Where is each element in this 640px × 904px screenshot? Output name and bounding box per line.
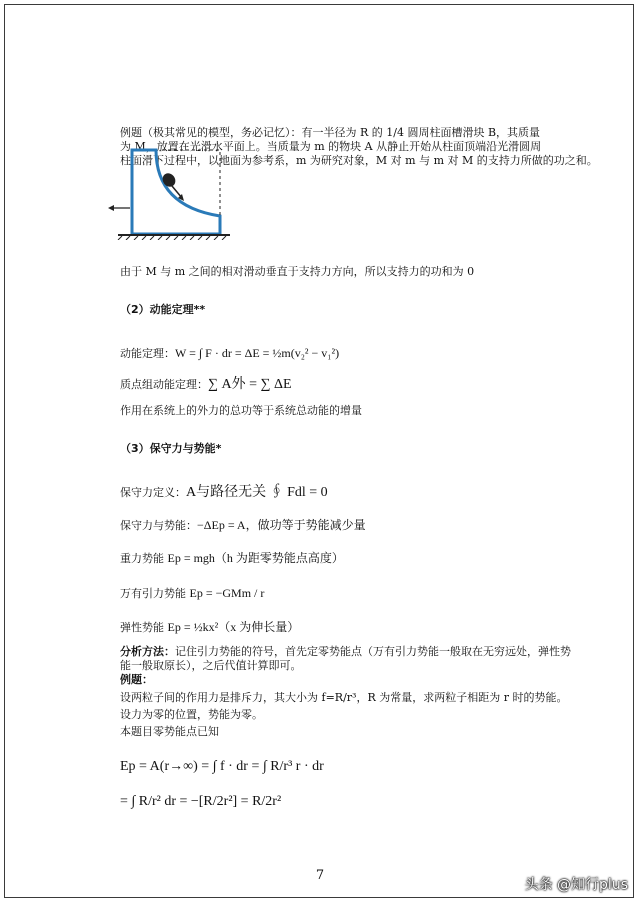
support-force-note: 由于 M 与 m 之间的相对滑动垂直于支持力方向，所以支持力的功和为 0: [120, 265, 475, 278]
example-2-line-3: 本题目零势能点已知: [120, 725, 219, 738]
system-theorem-description: 作用在系统上的外力的总功等于系统总动能的增量: [120, 404, 362, 417]
analysis-method-line-1: 分析方法：记住引力势能的符号，首先定零势能点（万有引力势能一般取在无穷远处，弹性势: [120, 645, 571, 658]
source-watermark: 头条 @知行plus: [524, 877, 628, 893]
section-3-heading: （3）保守力与势能*: [120, 442, 222, 455]
example-2-line-1: 设两粒子间的作用力是排斥力，其大小为 f=R/r³，R 为常量，求两粒子相距为 r 时的势能。: [120, 691, 568, 704]
potential-calculation-2: = ∫ R/r² dr = −[R/2r²] = R/2r²: [120, 794, 282, 809]
analysis-method-line-2: 能一般取原长），之后代值计算即可。: [120, 659, 302, 672]
example-2-line-2: 设力为零的位置，势能为零。: [120, 708, 263, 721]
gravitational-potential: 重力势能 Ep = mgh（h 为距零势能点高度）: [120, 551, 344, 565]
system-work-energy-theorem: 质点组动能定理：∑ A外 = ∑ ΔE: [120, 377, 292, 392]
force-potential-relation: 保守力与势能：−ΔEp = A，做功等于势能减少量: [120, 518, 366, 532]
example-line-3: 柱面滑下过程中，以地面为参考系，m 为研究对象，M 对 m 与 m 对 M 的支持力所做的功之和。: [120, 154, 598, 167]
universal-gravitation-potential: 万有引力势能 Ep = −GMm / r: [120, 586, 265, 600]
work-energy-theorem: 动能定理：W = ∫ F · dr = ΔE = ½m(v₂² − v₁²): [120, 346, 340, 360]
example-line-2: 为 M，放置在光滑水平面上。当质量为 m 的物块 A 从静止开始从柱面顶端沿光滑圆周: [120, 140, 542, 153]
page-number: 7: [315, 868, 325, 883]
example-line-1: 例题（极其常见的模型，务必记忆）：有一半径为 R 的 1/4 圆周柱面槽滑块 B，其质量: [120, 126, 541, 139]
sliding-block-diagram: [104, 144, 234, 240]
potential-calculation-1: Ep = A(r→∞) = ∫ f · dr = ∫ R/r³ r · dr: [120, 759, 324, 774]
example-heading: 例题：: [120, 673, 153, 686]
elastic-potential: 弹性势能 Ep = ½kx²（x 为伸长量）: [120, 620, 300, 634]
section-2-heading: （2）动能定理**: [120, 303, 206, 316]
conservative-force-definition: 保守力定义：A与路径无关 ∮ Fdl = 0: [120, 485, 328, 500]
